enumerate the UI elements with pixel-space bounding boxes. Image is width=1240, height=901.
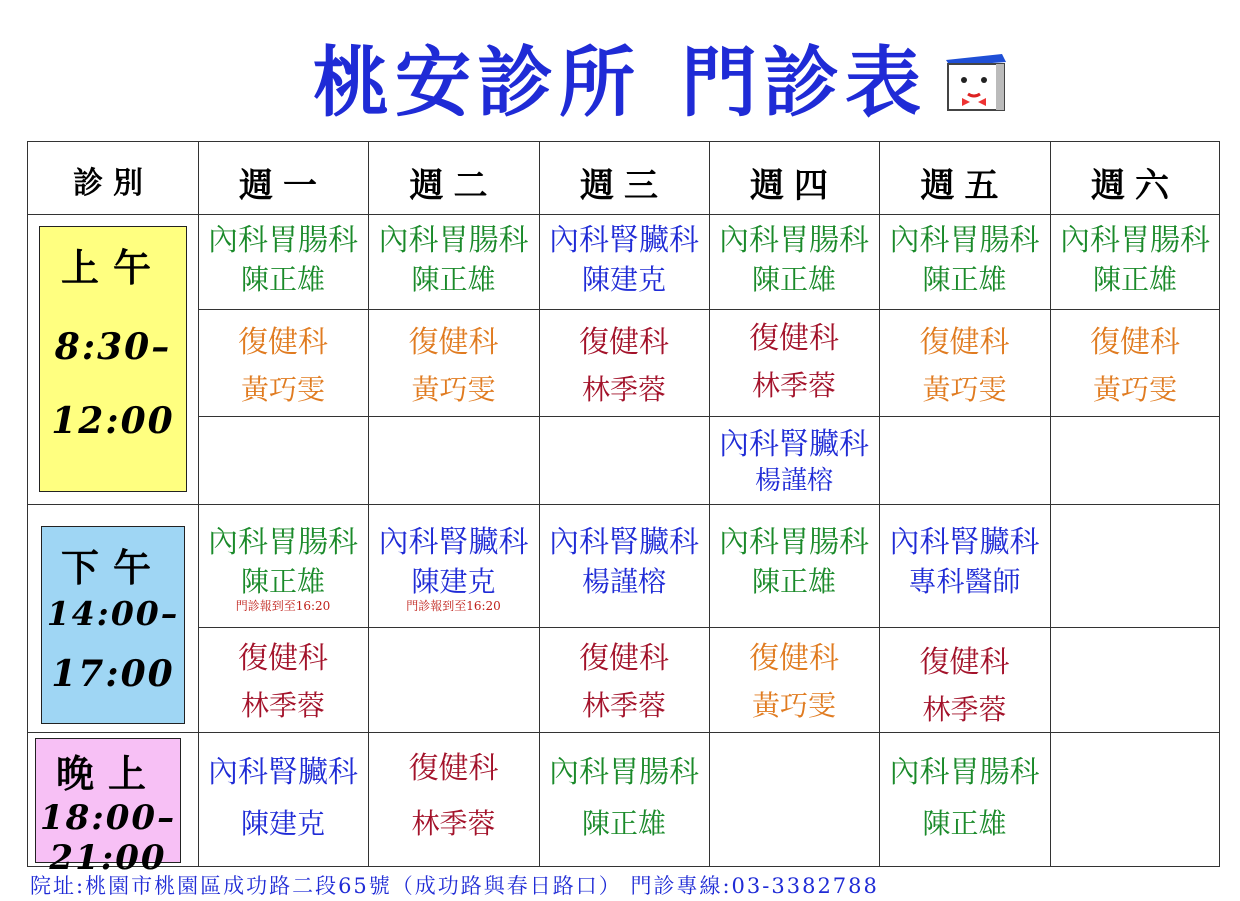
slot-morning-sat: 內科胃腸科 陳正雄 [1060, 223, 1210, 296]
slot-evening-wed: 內科胃腸科 陳正雄 [549, 755, 699, 840]
slot-morning-rehab-sat: 復健科 黃巧雯 [1090, 325, 1180, 406]
schedule-title: 門診表 [681, 38, 927, 127]
slot-morning-renal-thu: 內科腎臟科 楊謹榕 [719, 427, 869, 496]
header-day-fri: 週五 [920, 166, 1009, 206]
slot-afternoon-rehab-thu: 復健科 黃巧雯 [749, 641, 839, 722]
slot-morning-rehab-mon: 復健科 黃巧雯 [238, 325, 328, 406]
period-morning [39, 226, 187, 492]
period-time-start: 8:30– [54, 326, 172, 368]
slot-afternoon-wed: 內科腎臟科 楊謹榕 [549, 525, 699, 598]
slot-evening-mon: 內科腎臟科 陳建克 [208, 755, 358, 840]
period-time-end: 21:00 [49, 838, 167, 878]
header-day-mon: 週一 [239, 166, 327, 206]
slot-afternoon-fri: 內科腎臟科 專科醫師 [889, 525, 1040, 598]
page-title [0, 38, 1240, 128]
slot-morning-rehab-tue: 復健科 黃巧雯 [408, 325, 499, 406]
clinic-name: 桃安診所 [313, 38, 641, 127]
header-day-thu: 週四 [750, 166, 838, 206]
period-time-start: 14:00– [46, 594, 180, 633]
slot-afternoon-thu: 內科胃腸科 陳正雄 [719, 525, 869, 598]
slot-morning-mon: 內科胃腸科 陳正雄 [208, 223, 358, 296]
slot-morning-tue: 內科胃腸科 陳正雄 [378, 223, 529, 296]
slot-evening-fri: 內科胃腸科 陳正雄 [889, 755, 1040, 840]
slot-afternoon-rehab-fri: 復健科 林季蓉 [919, 645, 1010, 726]
header-day-wed: 週三 [580, 166, 668, 206]
footer-address: 院址:桃園市桃園區成功路二段65號（成功路與春日路口） 門診專線:03-3382788 [30, 874, 879, 898]
slot-morning-rehab-thu: 復健科 林季蓉 [749, 321, 839, 402]
slot-morning-wed: 內科腎臟科 陳建克 [549, 223, 699, 296]
slot-morning-fri: 內科胃腸科 陳正雄 [889, 223, 1040, 296]
checkin-note: 門診報到至16:20 [235, 599, 331, 613]
slot-morning-rehab-fri: 復健科 黃巧雯 [919, 325, 1010, 406]
period-label: 上午 [60, 245, 165, 290]
slot-morning-thu: 內科胃腸科 陳正雄 [719, 223, 869, 296]
period-time-start: 18:00– [39, 798, 177, 838]
period-label: 晚上 [55, 751, 160, 796]
header-day-sat: 週六 [1091, 166, 1179, 206]
period-label: 下午 [60, 545, 165, 590]
cartoon-doctor-icon [940, 50, 1012, 114]
slot-afternoon-mon: 內科胃腸科 陳正雄 門診報到至16:20 [198, 528, 368, 612]
checkin-note: 門診報到至16:20 [406, 599, 501, 613]
header-corner: 診別 [73, 166, 153, 201]
slot-afternoon-rehab-mon: 復健科 林季蓉 [238, 641, 328, 722]
slot-morning-rehab-wed: 復健科 林季蓉 [579, 325, 669, 406]
header-day-tue: 週二 [409, 166, 498, 206]
slot-afternoon-rehab-wed: 復健科 林季蓉 [579, 641, 669, 722]
schedule-table [27, 141, 1220, 878]
slot-afternoon-tue: 內科腎臟科 陳建克 門診報到至16:20 [368, 528, 539, 612]
period-afternoon [41, 526, 185, 724]
period-time-end: 12:00 [51, 400, 175, 442]
period-evening [35, 738, 181, 878]
slot-evening-tue: 復健科 林季蓉 [408, 751, 499, 840]
period-time-end: 17:00 [51, 653, 175, 695]
